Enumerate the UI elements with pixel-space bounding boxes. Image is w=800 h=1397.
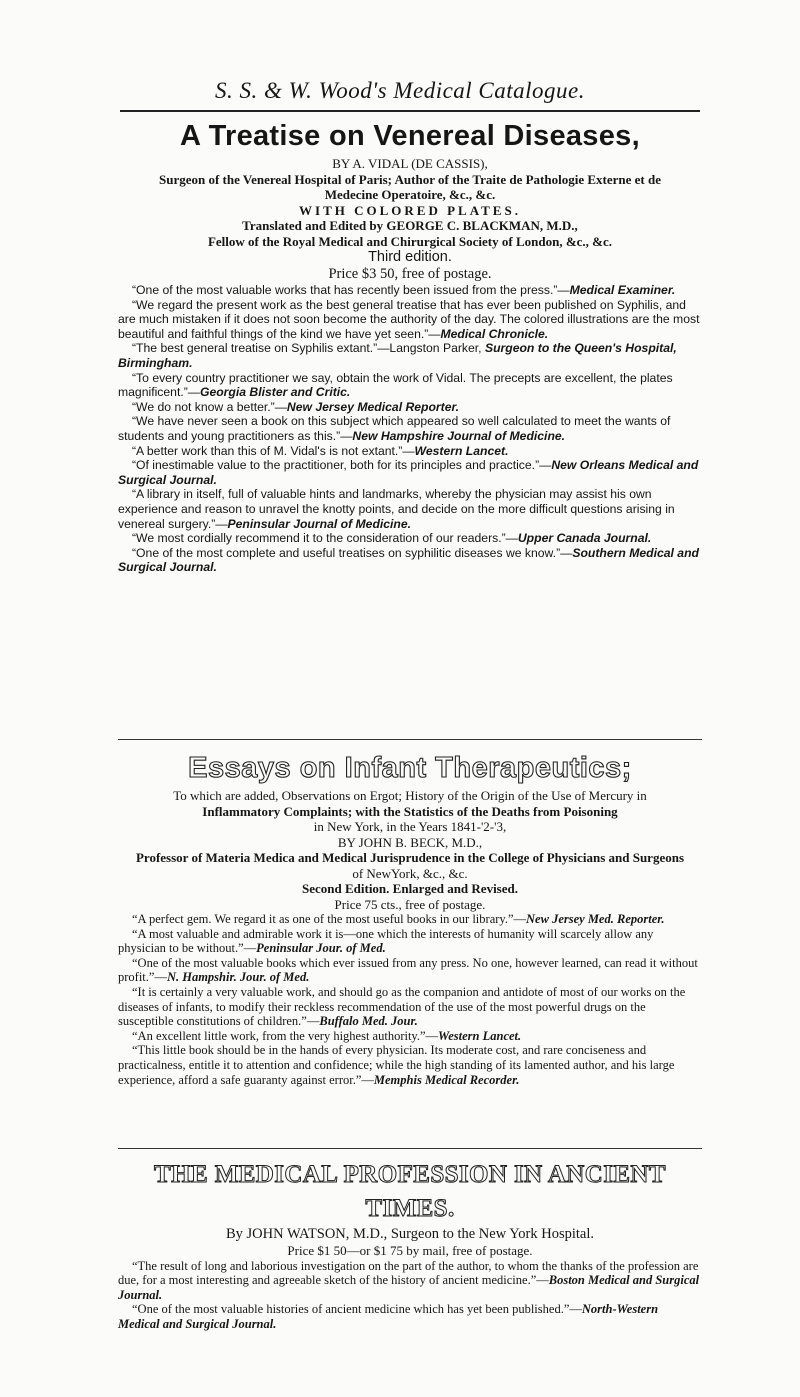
- review-item: [118, 283, 702, 298]
- therapeutics-title: Essays on Infant Therapeutics;: [188, 752, 632, 784]
- review-text: “One of the most valuable books which ever issued from any press. No one, however learned, can read it without profit.”—: [118, 955, 698, 985]
- therapeutics-role-1: Professor of Materia Medica and Medical Jurisprudence in the College of Physicians and Surgeons: [135, 850, 685, 865]
- review-item: [118, 414, 702, 443]
- therapeutics-price: Price 75 cts., free of postage.: [334, 896, 486, 912]
- venereal-role-2: Medecine Operatoire, &c., &c.: [324, 187, 496, 202]
- review-item: [118, 458, 702, 487]
- therapeutics-subtitle-3: in New York, in the Years 1841-'2-'3,: [313, 819, 507, 834]
- review-text: “We most cordially recommend it to the consideration of our readers.”—: [132, 531, 518, 546]
- venereal-translator: Translated and Edited by GEORGE C. BLACKMAN, M.D.,: [242, 218, 578, 233]
- therapeutics-reviews: [118, 912, 702, 1087]
- review-item: [118, 546, 702, 575]
- review-text: “To every country practitioner we say, obtain the work of Vidal. The precepts are excellent, the plates magnificent.”—: [118, 370, 673, 400]
- venereal-section: [118, 116, 702, 575]
- therapeutics-role-2: of NewYork, &c., &c.: [352, 865, 468, 881]
- review-source: New Jersey Med. Reporter.: [526, 912, 665, 926]
- review-source: Western Lancet.: [414, 443, 509, 458]
- review-source: Buffalo Med. Jour.: [319, 1014, 418, 1029]
- review-text: “One of the most valuable histories of ancient medicine which has yet been published.”—: [132, 1302, 582, 1317]
- venereal-reviews: [118, 283, 702, 575]
- review-text: “This little book should be in the hands of every physician. Its moderate cost, and rare conciseness and practicalness, entitle it to attention and confidence; while the high standing of its lamented author, and his large experience, afford a safe guaranty against error.”—: [118, 1043, 675, 1087]
- review-item: [118, 341, 702, 370]
- section-divider: [118, 1148, 702, 1149]
- venereal-role-1: Surgeon of the Venereal Hospital of Paris; Author of the Traite de Pathologie Externe et de: [158, 171, 662, 187]
- review-item: [118, 371, 702, 400]
- review-text: “We do not know a better.”—: [132, 399, 287, 414]
- review-item: [118, 1043, 702, 1087]
- review-text: “A library in itself, full of valuable hints and landmarks, whereby the physician may assist his own experience and reason to unravel the knotty points, and decide on the more difficult questions arising in venereal surgery.”—: [118, 487, 675, 531]
- review-item: [118, 298, 702, 342]
- review-item: [118, 444, 702, 459]
- ancient-title: THE MEDICAL PROFESSION IN ANCIENT TIMES.: [154, 1161, 666, 1222]
- review-item: [118, 400, 702, 415]
- review-source: Southern Medical and Surgical Journal.: [118, 545, 699, 575]
- review-item: [118, 1029, 702, 1044]
- review-source: New Jersey Medical Reporter.: [286, 399, 459, 414]
- review-text: “The result of long and laborious investigation on the part of the author, to whom the thanks of the profession are due, for a most interesting and agreeable sketch of the history of ancient medicine.”—: [118, 1258, 699, 1288]
- ancient-section: [118, 1158, 702, 1331]
- therapeutics-edition: Second Edition. Enlarged and Revised.: [302, 881, 518, 896]
- ancient-author: By JOHN WATSON, M.D., Surgeon to the New York Hospital.: [225, 1226, 595, 1242]
- review-text: “One of the most valuable works that has recently been issued from the press.”—: [132, 283, 570, 297]
- review-text: “One of the most complete and useful treatises on syphilitic diseases we know.”—: [132, 545, 573, 560]
- section-divider: [118, 739, 702, 740]
- therapeutics-subtitle-2: Inflammatory Complaints; with the Statistics of the Deaths from Poisoning: [202, 803, 618, 819]
- ancient-reviews: [118, 1259, 702, 1332]
- review-source: Peninsular Journal of Medicine.: [227, 516, 412, 531]
- therapeutics-author: BY JOHN B. BECK, M.D.,: [337, 834, 483, 850]
- review-source: Medical Examiner.: [569, 283, 676, 297]
- review-item: [118, 487, 702, 531]
- venereal-price: Price $3 50, free of postage.: [328, 266, 492, 282]
- review-source: New Orleans Medical and Surgical Journal.: [118, 458, 699, 487]
- review-source: N. Hampshir. Jour. of Med.: [166, 970, 310, 985]
- running-head: S. S. & W. Wood's Medical Catalogue.: [214, 78, 586, 103]
- review-item: [118, 956, 702, 985]
- venereal-author: BY A. VIDAL (DE CASSIS),: [332, 156, 488, 171]
- review-item: [118, 1302, 702, 1331]
- venereal-fellow: Fellow of the Royal Medical and Chirurgical Society of London, &c., &c.: [207, 233, 613, 249]
- review-source: Peninsular Jour. of Med.: [256, 941, 386, 956]
- review-source: New Hampshire Journal of Medicine.: [352, 428, 566, 443]
- review-item: [118, 927, 702, 956]
- review-item: [118, 912, 702, 927]
- review-item: [118, 985, 702, 1029]
- review-item: [118, 531, 702, 546]
- review-text: “A better work than this of M. Vidal's is not extant.”—: [132, 443, 415, 458]
- review-source: Memphis Medical Recorder.: [373, 1072, 520, 1087]
- review-text: “A perfect gem. We regard it as one of the most useful books in our library.”—: [132, 912, 527, 926]
- ancient-price: Price $1 50—or $1 75 by mail, free of postage.: [287, 1243, 533, 1258]
- review-text: “Of inestimable value to the practitioner, both for its principles and practice.”—: [132, 458, 552, 473]
- review-text: “An excellent little work, from the very highest authority.”—: [132, 1028, 439, 1043]
- review-source: Upper Canada Journal.: [517, 531, 652, 546]
- review-source: Medical Chronicle.: [440, 326, 549, 341]
- venereal-title: A Treatise on Venereal Diseases,: [180, 120, 640, 152]
- review-source: Boston Medical and Surgical Journal.: [118, 1273, 700, 1302]
- review-source: Georgia Blister and Critic.: [199, 385, 351, 400]
- top-rule: [120, 110, 700, 112]
- review-text: “A most valuable and admirable work it is—one which the interests of humanity will scarcely allow any physician to be without.”—: [118, 926, 654, 956]
- review-text: “The best general treatise on Syphilis extant.”—Langston Parker,: [132, 341, 485, 356]
- review-text: “It is certainly a very valuable work, and should go as the companion and antidote of most of our works on the diseases of infants, to modify their reckless recommendation of the use of the most powerful drugs on the susceptible constitutions of children.”—: [118, 984, 686, 1029]
- therapeutics-subtitle-1: To which are added, Observations on Ergot; History of the Origin of the Use of Mercury in: [173, 788, 647, 803]
- review-item: [118, 1259, 702, 1303]
- therapeutics-section: [118, 748, 702, 1087]
- review-source: North-Western Medical and Surgical Journal.: [118, 1302, 659, 1331]
- review-text: “We have never seen a book on this subject which appeared so well calculated to meet the wants of students and young practitioners as this.”—: [118, 414, 671, 443]
- review-source: Western Lancet.: [438, 1028, 522, 1043]
- venereal-edition: Third edition.: [368, 249, 452, 265]
- review-text: “We regard the present work as the best general treatise that has ever been published on Syphilis, and are much mistaken if it does not soon become the authority of the day. The colored illustrations are the most beautiful and faithful things of the kind we have yet seen.”—: [118, 297, 700, 341]
- review-source: Surgeon to the Queen's Hospital, Birmingham.: [118, 341, 677, 370]
- venereal-plates: WITH COLORED PLATES.: [299, 202, 521, 218]
